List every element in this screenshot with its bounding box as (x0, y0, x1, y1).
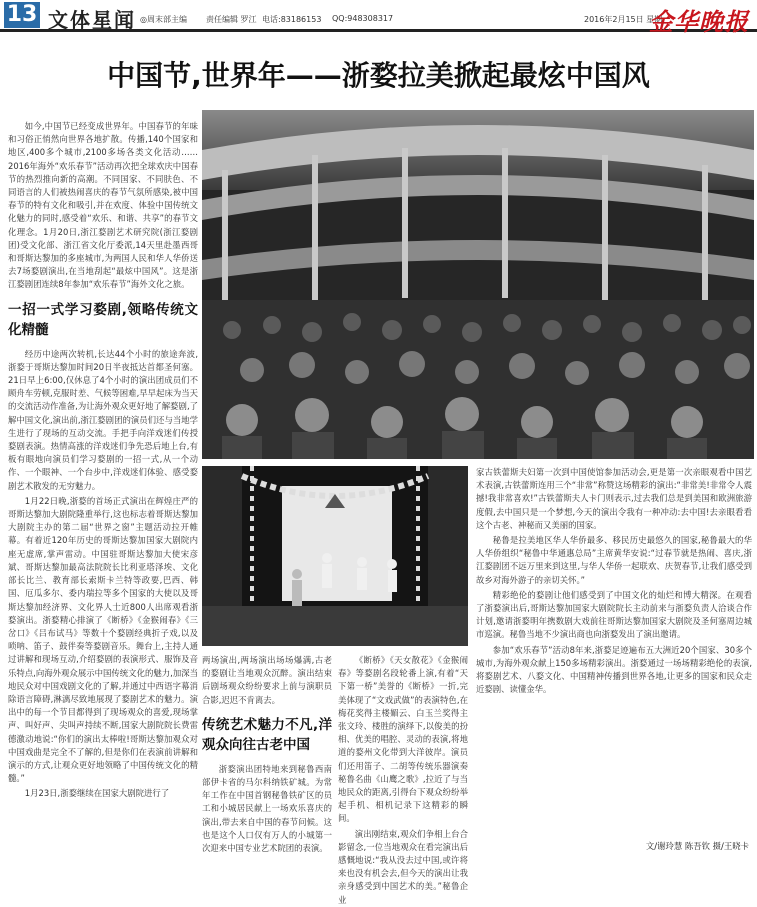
page-number: 13 (4, 2, 40, 28)
page-header (0, 0, 757, 36)
paragraph: 演出刚结束,观众们争相上台合影留念,一位当地观众在看完演出后感慨地说:“我从没去过中国,或许将来也没有机会去,但今天的演出让我亲身感受到中国艺术的美。”秘鲁企业 (338, 828, 468, 905)
article-byline: 文/谢玲慧 陈吾钦 摄/王晓卡 (645, 841, 749, 851)
article-column-1 (8, 120, 198, 840)
page-headline: 中国节,世界年——浙婺拉美掀起最炫中国风 (107, 59, 650, 92)
editor-label: ◎周末部主编 (140, 15, 187, 24)
paragraph: 两场演出,两场演出场场爆满,古老的婺剧让当地观众沉醉。演出结束后剧场观众纷纷要求上前与演职员合影,迟迟不肯离去。 (202, 655, 332, 705)
stage-image (202, 466, 468, 646)
subheading-2: 传统艺术魅力不凡,洋观众向往古老中国 (202, 716, 332, 753)
paragraph: 秘鲁是拉美地区华人华侨最多、移民历史最悠久的国家,秘鲁最大的华人华侨组织“秘鲁中华通惠总局”主席黄华安说:“过春节就是热闹、喜庆,浙江婺剧团不远万里来到这里,与华人华侨一起联欢、庆贺春节,让我们感受到故乡对海外游子的亲切关怀。” (476, 535, 752, 585)
section-title: 文体星闻 (48, 8, 136, 32)
intro-paragraph: 如今,中国节已经变成世界年。中国春节的年味和习俗正悄然向世界各地扩散。传播,140个国家和地区,400多个城市,2100多场各类文化活动……2016年海外“欢乐春节”活动再次把全球欢庆中国春节的热烈推向新的高潮。不同国家、不同肤色、不同语言的人们被热闹喜庆的春节气氛所感染,被中国春节的特有文化和吸引,并在欢度、体验中国传统文化魅力的同时,感受着“欢乐、和谐、共享”的春节文化理念。1月20日,浙江婺剧艺术研究院(浙江婺剧团)受文化部、浙江省文化厅委派,14天里赴墨西哥和哥斯达黎加的多座城市,为两国人民和华人华侨送去7场婺剧演出,在当地刮起“最炫中国风”。这是浙江婺剧团连续8年参加“欢乐春节”海外文化之旅。 (8, 121, 198, 290)
audience-image (202, 110, 754, 459)
article-column-3 (338, 654, 468, 905)
issue-date: 2016年2月15日 星期一 (584, 15, 671, 24)
newspaper-logo: 金华晚报 (649, 7, 749, 36)
paragraph: 《断桥》《天女散花》《金猴闹春》等婺剧名段轮番上演,有着“天下第一桥”美誉的《断桥》一折,完美体现了“文戏武做”的表演特色,在梅花奖得主楼媚云、白玉兰奖得主张文玲、楼胜的演绎下,以俊美的扮相、优美的唱腔、灵动的表演,将地道的婺州文化带到大洋彼岸。演员们还用笛子、二胡等传统乐器演奏秘鲁名曲《山鹰之歌》,拉近了与当地民众的距离,引得台下观众纷纷举起手机、相机记录下这精彩的瞬间。 (338, 655, 468, 824)
paragraph: 经历中途两次转机,长达44个小时的旅途奔波,浙婺于哥斯达黎加时间20日半夜抵达首都圣何塞。21日早上6:00,仅休息了4个小时的演出团成员们不顾舟车劳顿,克服时差、气候等困难,早早起床为当天的交流活动作准备,为让海外观众更好地了解婺剧,了解中国文化,演出前,浙江婺剧团的演员们还与当地学生进行了现场的互动交流。手把手向洋戏迷们传授婺剧表演。热情高涨的洋戏迷们争先恐后地上台,有板有眼地向演员们学习婺剧的一招一式,从一个动作、一个眼神、一个台步中,洋戏迷们体验、感受婺剧艺术散发的无穷魅力。 (8, 348, 198, 491)
paragraph: 浙婺演出团特地来到秘鲁西南部伊卡省的马尔科纳铁矿城。为常年工作在中国首钢秘鲁铁矿区的员工和小城居民献上一场欢乐喜庆的演出,带去来自中国的春节问候。这也是这个人口仅有万人的小城第一次迎来中国专业艺术院团的表演。 (202, 763, 332, 854)
responsible-editor: 责任编辑 罗江 (206, 15, 257, 24)
paragraph: 1月22日晚,浙婺的首场正式演出在辉煌庄严的哥斯达黎加大剧院隆重举行,这也标志着哥斯达黎加大剧院主办的第二届“世界之窗”主题活动拉开帷幕。有着近120年历史的哥斯达黎加国家大剧院内座无虚席,掌声雷动。中国驻哥斯达黎加大使宋彦斌、哥斯达黎加最高法院院长比利亚塔泽埃、文化部长比兰、教育部长索斯卡兰特等政要,巴西、韩国、厄瓜多尔、委内瑞拉等多个国家的大使以及哥斯达黎加经济界、文化界人士近800人出席观看浙婺演出。浙婺精心排演了《断桥》《金猴闹春》《三岔口》《吕布试马》等数十个婺剧经典折子戏,以及唢呐、笛子、鼓伴奏等婺剧音乐。舞台上,主持人通过讲解和现场互动,介绍婺剧的表演形式、服饰及音乐特点,向海外观众展示中国传统文化的魅力,加深当地民众对中国戏剧文化的了解,并通过中西语字幕消除语言障碍,淋漓尽致地展现了婺剧艺术的魅力。演出中的每一个节目都得到了现场观众的喜爱,现场掌声、叫好声、尖叫声持续不断,国家大剧院院长费雷德激动地说:“你们的演出太棒啦!哥斯达黎加观众对中国戏曲是完全不了解的,但是你们在表演前讲解和演示的方式,让观众更好地领略了中国传统文化的精髓。” (8, 495, 198, 784)
subheading-1: 一招一式学习婺剧,领略传统文化精髓 (8, 301, 198, 338)
paragraph: 精彩绝伦的婺剧让他们感受到了中国文化的灿烂和博大精深。在观看了浙婺演出后,哥斯达黎加国家大剧院院长主动前来与浙婺负责人洽谈合作计划,邀请浙婺明年携数剧大戏前往哥斯达黎加国家大剧院及圣何塞周边城市巡演。秘鲁当地不少演出商也向浙婺发出了演出邀请。 (476, 589, 752, 640)
qq-number: QQ:948308317 (332, 14, 394, 23)
article-column-4 (476, 466, 752, 838)
paragraph: 参加“欢乐春节”活动8年来,浙婺足迹遍布五大洲近20个国家、30多个城市,为海外观众献上150多场精彩演出。浙婺通过一场场精彩绝伦的表演,将婺剧艺术、八婺文化、中国精神传播到世界各地,让更多的国家和民众走近婺剧、读懂金华。 (476, 644, 752, 695)
paragraph: 1月23日,浙婺继续在国家大剧院进行了 (24, 788, 170, 799)
phone-number: 电话:83186153 (262, 15, 322, 24)
theater-audience-photo (202, 110, 754, 459)
stage-performance-photo (202, 466, 468, 646)
paragraph: 家古铁蕾斯夫妇第一次到中国使馆参加活动会,更是第一次亲眼观看中国艺术表演,古铁蕾斯连用三个“非常”称赞这场精彩的演出:“非常美!非常令人震撼!我非常喜欢!”古铁蕾斯夫人卡门则表示,过去我们总是到美国和欧洲旅游度假,去中国只是一个梦想,今天的演出令我有一种冲动:去中国!去亲眼看看这个古老、神秘而又美丽的国家。 (476, 467, 752, 530)
article-column-2 (202, 654, 332, 854)
